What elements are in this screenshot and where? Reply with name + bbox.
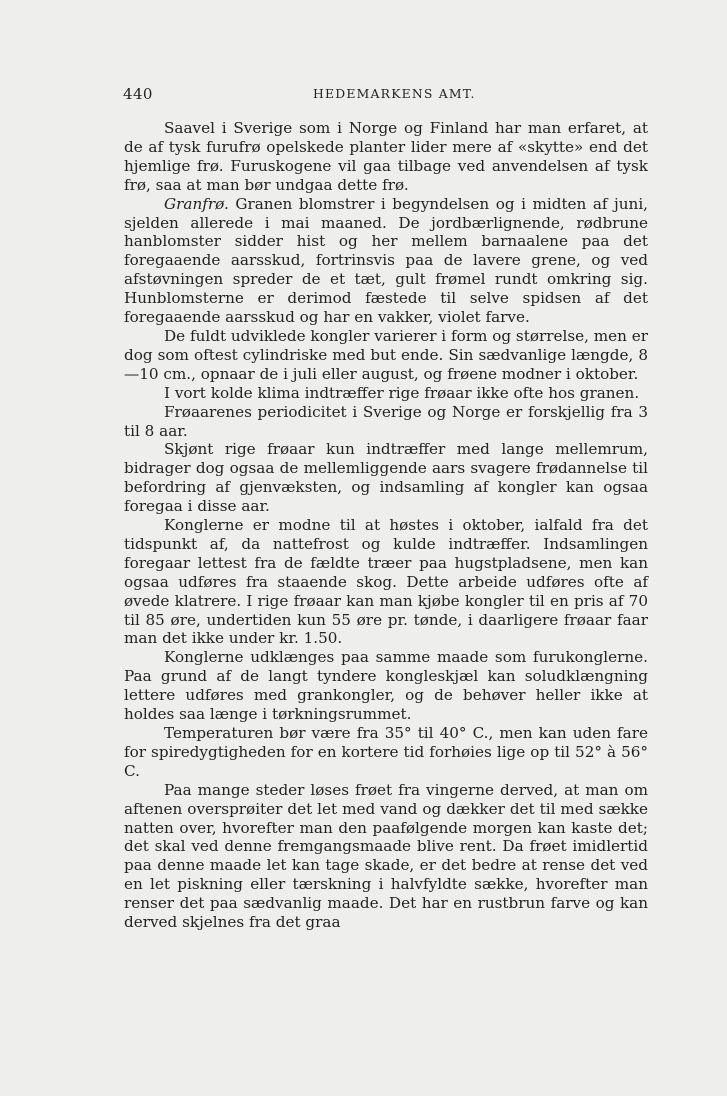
paragraph-spruce-seed <box>124 195 648 327</box>
page-header <box>123 85 647 109</box>
paragraph-cones: De fuldt udviklede kongler varierer i form og størrelse, men er dog som oftest cylindriske med but ende. Sin sædvanlige længde, 8—10 cm., opnaar de i juli eller august, og frøene modner i oktober. <box>124 326 649 383</box>
running-head: HEDEMARKENS AMT. <box>313 86 476 101</box>
body-text <box>124 119 648 932</box>
paragraph-intermediate-years: Skjønt rige frøaar kun indtræffer med lange mellemrum, bidrager dog ogsaa de mellemliggende aars svagere frødannelse til befordring af gjenvæksten, og indsamling af kongler kan ogsaa foregaa i disse aar. <box>124 440 648 516</box>
paragraph-extraction: Konglerne udklænges paa samme maade som furukonglerne. Paa grund af de langt tyndere kongleskjæl kan soludklængning lettere udføres med grankongler, og de behøver heller ikke at holdes saa længe i tørkningsrummet. <box>124 648 648 724</box>
paragraph-seed-years: I vort kolde klima indtræffer rige frøaar ikke ofte hos granen. <box>164 383 640 402</box>
spruce-seed-text: Granen blomstrer i begyndelsen og i midten af juni, sjelden allerede i mai maaned. De jordbærlignende, rødbrune hanblomster sidder hist og her mellem barnaalene paa det foregaaende aarsskud, fortrinsvis paa de lavere grene, og ved afstøvningen spreder de et tæt, gult frømel rundt omkring sig. Hunblomsterne er derimod fæstede til selve spidsen af det foregaaende aarsskud og har en vakker, violet farve. <box>124 194 648 327</box>
page-number: 440 <box>123 85 153 103</box>
spruce-seed-term: Granfrø. <box>164 194 229 213</box>
paragraph-seed-quality: Saavel i Sverige som i Norge og Finland har man erfaret, at de af tysk furufrø opelskede planter lider mere af «skytte» end det hjemlige frø. Furuskogene vil gaa tilbage ved anvendelsen af tysk frø, saa at man bør undgaa dette frø. <box>124 119 648 194</box>
paragraph-harvest: Konglerne er modne til at høstes i oktober, ialfald fra det tidspunkt af, da nattefrost og kulde indtræffer. Indsamlingen foregaar lettest fra de fældte træer paa hugstpladsene, men kan ogsaa udføres fra staaende skog. Dette arbeide udføres ofte af øvede klatrere. I rige frøaar kan man kjøbe kongler til en pris af 70 til 85 øre, undertiden kun 55 øre pr. tønde, i daarligere frøaar faar man det ikke under kr. 1.50. <box>124 516 648 648</box>
paragraph-cleaning: Paa mange steder løses frøet fra vingerne derved, at man om aftenen oversprøiter det let med vand og dækker det til med sække natten over, hvorefter man den paafølgende morgen kan kaste det; det skal ved denne fremgangsmaade blive rent. Da frøet imidlertid paa denne maade let kan tage skade, er det bedre at rense det ved en let piskning eller tærskning i halvfyldte sække, hvorefter man renser det paa sædvanlig maade. Det har en rustbrun farve og kan derved skjelnes fra det graa <box>124 780 648 932</box>
paragraph-temperature: Temperaturen bør være fra 35° til 40° C., men kan uden fare for spiredygtigheden for en kortere tid forhøies lige op til 52° à 56° C. <box>124 724 648 780</box>
paragraph-periodicity: Frøaarenes periodicitet i Sverige og Norge er forskjellig fra 3 til 8 aar. <box>124 402 648 440</box>
